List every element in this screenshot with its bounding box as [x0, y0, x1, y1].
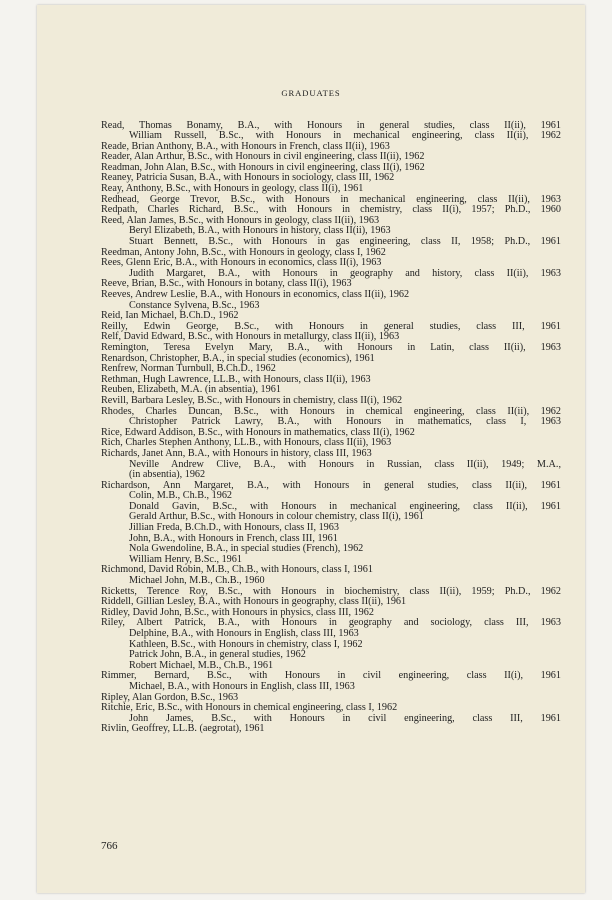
graduate-entry: Rimmer, Bernard, B.Sc., with Honours in civil engineering, class II(i), 1961 [101, 670, 561, 682]
graduate-entry: Rees, Glenn Eric, B.A., with Honours in economics, class II(i), 1963 [101, 257, 382, 269]
page-number: 766 [101, 840, 118, 852]
sub-entry: Patrick John, B.A., in general studies, 1962 [129, 649, 306, 661]
graduate-entry: Reid, Ian Michael, B.Ch.D., 1962 [101, 310, 239, 322]
document-page [37, 5, 585, 893]
sub-entry: John James, B.Sc., with Honours in civil engineering, class III, 1961 [129, 712, 561, 724]
graduate-entry: Remington, Teresa Evelyn Mary, B.A., with Honours in Latin, class II(ii), 1963 [101, 341, 561, 353]
graduates-list [101, 121, 561, 735]
graduate-entry: Renfrew, Norman Turnbull, B.Ch.D., 1962 [101, 363, 276, 375]
sub-entry: Donald Gavin, B.Sc., with Honours in mechanical engineering, class II(ii), 1961 [129, 500, 561, 512]
graduate-entry: Richardson, Ann Margaret, B.A., with Honours in general studies, class II(ii), 1961 [101, 479, 561, 491]
graduate-entry: Rich, Charles Stephen Anthony, LL.B., with Honours, class II(ii), 1963 [101, 437, 392, 449]
graduate-entry: Rice, Edward Addison, B.Sc., with Honours in mathematics, class II(i), 1962 [101, 426, 415, 438]
graduate-entry: Ritchie, Eric, B.Sc., with Honours in chemical engineering, class I, 1962 [101, 702, 398, 714]
graduate-entry: Redhead, George Trevor, B.Sc., with Honours in mechanical engineering, class II(ii), 1963 [101, 193, 561, 205]
graduate-entry: Redpath, Charles Richard, B.Sc., with Honours in chemistry, class II(i), 1957; Ph.D., 1960 [101, 204, 561, 216]
sub-entry: Jillian Freda, B.Ch.D., with Honours, class II, 1963 [129, 522, 339, 534]
sub-entry: Michael John, M.B., Ch.B., 1960 [129, 575, 265, 587]
sub-entry: (in absentia), 1962 [129, 469, 206, 481]
graduate-entry: Rivlin, Geoffrey, LL.B. (aegrotat), 1961 [101, 723, 265, 735]
sub-entry: Colin, M.B., Ch.B., 1962 [129, 490, 233, 502]
graduate-entry: Richards, Janet Ann, B.A., with Honours in history, class III, 1963 [101, 447, 372, 459]
graduate-entry: Richmond, David Robin, M.B., Ch.B., with Honours, class I, 1961 [101, 564, 373, 576]
graduate-entry: Revill, Barbara Lesley, B.Sc., with Honours in chemistry, class II(i), 1962 [101, 394, 403, 406]
graduate-entry: Reaney, Patricia Susan, B.A., with Honours in sociology, class III, 1962 [101, 172, 395, 184]
sub-entry: William Russell, B.Sc., with Honours in mechanical engineering, class II(ii), 1962 [129, 130, 561, 142]
page-header: GRADUATES [281, 88, 341, 98]
graduate-entry: Reader, Alan Arthur, B.Sc., with Honours in civil engineering, class II(ii), 1962 [101, 151, 425, 163]
graduate-entry: Reilly, Edwin George, B.Sc., with Honours in general studies, class III, 1961 [101, 320, 561, 332]
graduate-entry: Riddell, Gillian Lesley, B.A., with Honours in geography, class II(ii), 1961 [101, 596, 407, 608]
graduate-entry: Reuben, Elizabeth, M.A. (in absentia), 1961 [101, 384, 281, 396]
graduate-entry: Reed, Alan James, B.Sc., with Honours in geology, class II(ii), 1963 [101, 214, 380, 226]
sub-entry: Robert Michael, M.B., Ch.B., 1961 [129, 659, 274, 671]
graduate-entry: Ridley, David John, B.Sc., with Honours in physics, class III, 1962 [101, 606, 374, 618]
graduate-entry: Ripley, Alan Gordon, B.Sc., 1963 [101, 691, 239, 703]
sub-entry: Delphine, B.A., with Honours in English, class III, 1963 [129, 628, 359, 639]
graduate-entry: Relf, David Edward, B.Sc., with Honours in metallurgy, class II(ii), 1963 [101, 331, 400, 343]
graduate-entry: Reeve, Brian, B.Sc., with Honours in botany, class II(i), 1963 [101, 278, 352, 290]
sub-entry: Christopher Patrick Lawry, B.A., with Honours in mathematics, class I, 1963 [129, 416, 561, 428]
sub-entry: Neville Andrew Clive, B.A., with Honours in Russian, class II(ii), 1949; M.A., [129, 458, 561, 470]
sub-entry: Beryl Elizabeth, B.A., with Honours in history, class II(ii), 1963 [129, 225, 391, 237]
graduate-entry: Reeves, Andrew Leslie, B.A., with Honours in economics, class II(ii), 1962 [101, 289, 410, 300]
graduate-entry: Readman, John Alan, B.Sc., with Honours in civil engineering, class II(i), 1962 [101, 161, 425, 173]
graduate-entry: Ricketts, Terence Roy, B.Sc., with Honours in biochemistry, class II(ii), 1959; Ph.D., 1962 [101, 585, 561, 597]
graduate-entry: Reedman, Antony John, B.Sc., with Honours in geology, class I, 1962 [101, 246, 386, 258]
sub-entry: Kathleen, B.Sc., with Honours in chemistry, class I, 1962 [129, 638, 363, 650]
sub-entry: Michael, B.A., with Honours in English, class III, 1963 [129, 680, 355, 692]
graduate-entry: Rethman, Hugh Lawrence, LL.B., with Honours, class II(ii), 1963 [101, 373, 371, 385]
sub-entry: Stuart Bennett, B.Sc., with Honours in gas engineering, class II, 1958; Ph.D., 1961 [129, 236, 561, 248]
sub-entry: William Henry, B.Sc., 1961 [129, 553, 242, 565]
sub-entry: Gerald Arthur, B.Sc., with Honours in colour chemistry, class II(i), 1961 [129, 511, 424, 523]
sub-entry: Nola Gwendoline, B.A., in special studies (French), 1962 [129, 543, 364, 555]
sub-entry: Judith Margaret, B.A., with Honours in geography and history, class II(ii), 1963 [129, 267, 561, 279]
sub-entry: John, B.A., with Honours in French, class III, 1961 [129, 532, 338, 544]
graduate-entry: Riley, Albert Patrick, B.A., with Honours in geography and sociology, class III, 1963 [101, 617, 561, 629]
graduate-entry: Renardson, Christopher, B.A., in special studies (economics), 1961 [101, 352, 375, 364]
graduate-entry: Read, Thomas Bonamy, B.A., with Honours in general studies, class II(ii), 1961 [101, 119, 561, 131]
graduate-entry: Rhodes, Charles Duncan, B.Sc., with Honours in chemical engineering, class II(ii), 1962 [101, 405, 561, 417]
graduate-entry: Reay, Anthony, B.Sc., with Honours in geology, class II(i), 1961 [101, 183, 364, 195]
graduate-entry: Reade, Brian Anthony, B.A., with Honours in French, class II(ii), 1963 [101, 140, 390, 152]
sub-entry: Constance Sylvena, B.Sc., 1963 [129, 299, 260, 311]
